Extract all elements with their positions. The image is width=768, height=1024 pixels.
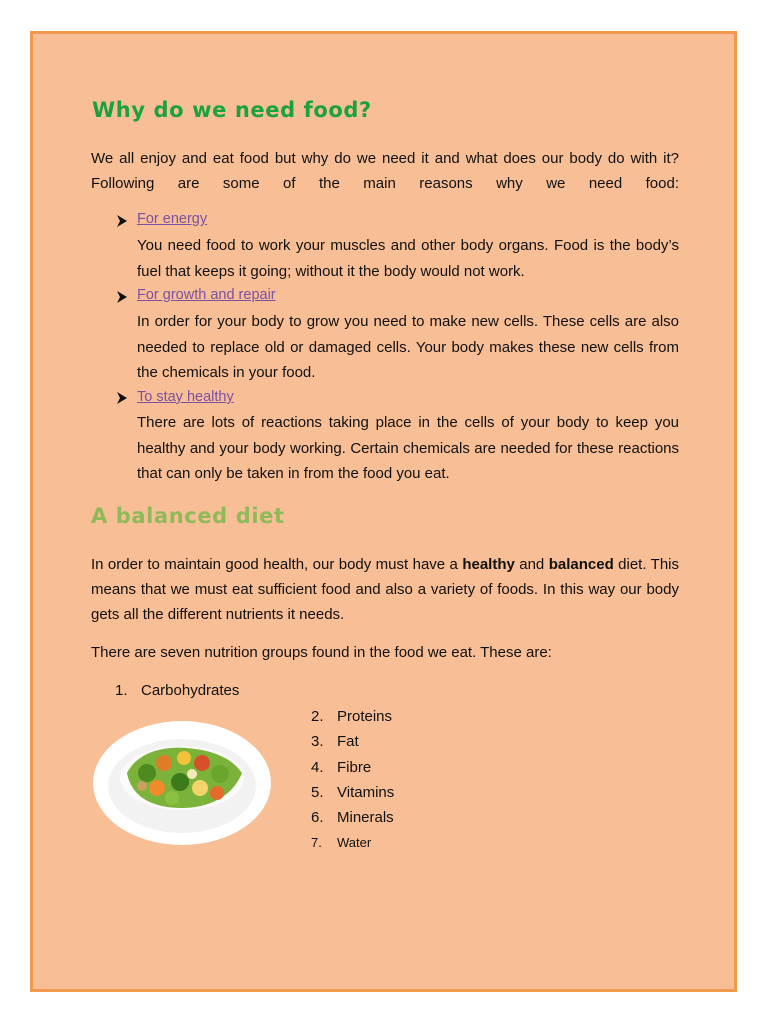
list-item (311, 758, 371, 778)
section-title-balanced-diet: A balanced diet (91, 504, 285, 528)
balanced-text-1: In order to maintain good health, our body must have a (91, 556, 463, 573)
balanced-text-3: diet. This means that we must eat sufficient food and also a variety of foods. In this way our body gets all the different nutrients it needs. (91, 556, 679, 623)
reason-body-energy: You need food to work your muscles and other body organs. Food is the body’s fuel that keeps it going; without it the body would not work. (137, 237, 679, 280)
list-label: Carbohydrates (141, 682, 240, 699)
reason-body-growth: In order for your body to grow you need to make new cells. These cells are also needed to replace old or damaged cells. Your body makes these new cells from the chemicals in your food. (137, 313, 679, 381)
list-item (311, 808, 394, 828)
arrow-bullet-icon (115, 391, 129, 405)
list-item (311, 707, 392, 727)
list-number: 4. (311, 759, 324, 776)
list-item (311, 783, 394, 803)
page-title: Why do we need food? (92, 98, 372, 122)
list-number: 2. (311, 708, 324, 725)
balanced-bold-healthy: healthy (462, 556, 515, 573)
list-label: Minerals (337, 809, 394, 826)
arrow-bullet-icon (115, 214, 129, 228)
list-item (115, 681, 239, 701)
list-number: 7. (311, 835, 322, 850)
list-item (311, 833, 371, 853)
salad-plate-image (92, 718, 273, 846)
list-number: 6. (311, 809, 324, 826)
list-label: Fat (337, 733, 359, 750)
list-label: Water (337, 835, 372, 850)
list-label: Proteins (337, 708, 393, 725)
list-number: 5. (311, 784, 324, 801)
reason-body-healthy: There are lots of reactions taking place in the cells of your body to keep you healthy and your body working. Certain chemicals are needed for these reactions that can only be taken in from the food you eat. (137, 414, 679, 482)
reason-heading-energy[interactable]: For energy (137, 211, 208, 227)
balanced-text-2: and (514, 556, 549, 573)
balanced-paragraph (91, 552, 679, 627)
balanced-bold-balanced: balanced (548, 556, 614, 573)
reason-heading-healthy[interactable]: To stay healthy (137, 389, 234, 405)
list-item (311, 732, 359, 752)
list-number: 3. (311, 733, 324, 750)
reason-heading-growth[interactable]: For growth and repair (137, 287, 276, 303)
intro-paragraph: We all enjoy and eat food but why do we need it and what does our body do with it? Following are some of the main reasons why we need food: (91, 150, 679, 192)
arrow-bullet-icon (115, 290, 129, 304)
list-number: 1. (115, 682, 128, 699)
page (30, 31, 737, 992)
list-label: Fibre (337, 759, 372, 776)
groups-intro: There are seven nutrition groups found in the food we eat. These are: (91, 644, 552, 661)
list-label: Vitamins (337, 784, 395, 801)
